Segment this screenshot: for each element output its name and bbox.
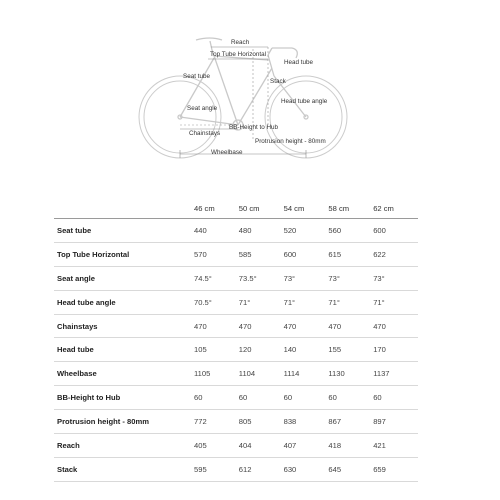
size-header-row <box>54 198 418 219</box>
table-row <box>54 457 418 481</box>
table-cell: 645 <box>328 464 342 474</box>
table-cell: 60 <box>328 393 337 403</box>
size-header: 62 cm <box>373 203 394 213</box>
table-cell: 1114 <box>283 369 300 379</box>
row-label: Stack <box>57 464 78 474</box>
table-cell: 595 <box>194 464 207 474</box>
table-cell: 772 <box>194 417 207 427</box>
stack-label: Stack <box>270 78 286 85</box>
table-cell: 60 <box>238 393 248 403</box>
table-cell: 470 <box>238 321 252 331</box>
table-cell: 1137 <box>373 369 390 379</box>
table-cell: 71° <box>373 297 385 307</box>
table-cell: 600 <box>283 249 297 259</box>
table-cell: 60 <box>373 393 382 403</box>
row-label: Seat angle <box>57 273 95 283</box>
table-cell: 407 <box>283 440 297 450</box>
table-cell: 105 <box>194 345 207 355</box>
row-label: Wheelbase <box>57 369 97 379</box>
table-cell: 470 <box>194 321 207 331</box>
table-cell: 405 <box>194 440 207 450</box>
table-row <box>54 242 418 266</box>
table-cell: 73° <box>328 273 340 283</box>
table-cell: 73° <box>283 273 296 283</box>
head-tube-label: Head tube <box>284 59 314 66</box>
table-cell: 155 <box>328 345 342 355</box>
table-cell: 612 <box>238 464 252 474</box>
table-row <box>54 290 418 314</box>
table-cell: 60 <box>283 393 293 403</box>
chainstays-label: Chainstays <box>189 130 221 137</box>
table-cell: 838 <box>283 417 297 427</box>
size-header: 58 cm <box>328 203 350 213</box>
table-cell: 867 <box>328 417 342 427</box>
bike-geometry-diagram <box>0 0 500 170</box>
table-cell: 73.5° <box>238 273 257 283</box>
seat-angle-label: Seat angle <box>187 105 218 112</box>
table-cell: 480 <box>238 225 252 235</box>
table-cell: 805 <box>238 417 252 427</box>
table-cell: 470 <box>283 321 297 331</box>
table-cell: 71° <box>238 297 251 307</box>
geometry-table-body <box>54 219 418 482</box>
table-cell: 71° <box>283 297 296 307</box>
table-cell: 600 <box>373 225 386 235</box>
table-cell: 659 <box>373 464 386 474</box>
table-row <box>54 338 418 362</box>
protrusion-label: Protrusion height - 80mm <box>255 138 326 145</box>
wheelbase-label: Wheelbase <box>211 149 243 156</box>
table-cell: 570 <box>194 249 207 259</box>
header-spacer <box>54 198 194 219</box>
table-cell: 170 <box>373 345 386 355</box>
row-label: BB-Height to Hub <box>57 393 121 403</box>
table-row <box>54 314 418 338</box>
size-header: 50 cm <box>238 203 260 213</box>
table-cell: 421 <box>373 440 386 450</box>
row-label: Head tube <box>57 345 94 355</box>
table-cell: 1130 <box>328 369 345 379</box>
row-label: Head tube angle <box>57 297 116 307</box>
bb-height-label: BB-Height to Hub <box>229 124 279 131</box>
row-label: Protrusion height - 80mm <box>57 417 149 427</box>
table-row <box>54 266 418 290</box>
table-cell: 440 <box>194 225 207 235</box>
table-row <box>54 362 418 386</box>
size-header: 54 cm <box>283 203 305 213</box>
geometry-table <box>54 198 418 482</box>
table-cell: 70.5° <box>194 297 212 307</box>
row-label: Chainstays <box>57 321 98 331</box>
row-label: Seat tube <box>57 225 92 235</box>
table-cell: 418 <box>328 440 342 450</box>
table-cell: 71° <box>328 297 340 307</box>
table-row <box>54 386 418 410</box>
table-cell: 470 <box>328 321 342 331</box>
row-label: Top Tube Horizontal <box>57 249 130 259</box>
table-cell: 897 <box>373 417 386 427</box>
table-cell: 74.5° <box>194 273 212 283</box>
row-label: Reach <box>57 440 80 450</box>
table-cell: 73° <box>373 273 385 283</box>
top-tube-label: Top Tube Horizontal <box>210 51 267 58</box>
table-cell: 60 <box>194 393 203 403</box>
head-tube-angle-label: Head tube angle <box>281 98 328 105</box>
table-cell: 120 <box>238 345 252 355</box>
table-row <box>54 410 418 434</box>
table-cell: 1104 <box>238 369 256 379</box>
table-cell: 615 <box>328 249 342 259</box>
table-cell: 520 <box>283 225 297 235</box>
table-cell: 622 <box>373 249 386 259</box>
reach-label: Reach <box>231 39 250 46</box>
table-cell: 470 <box>373 321 386 331</box>
table-cell: 1105 <box>194 369 211 379</box>
table-cell: 630 <box>283 464 297 474</box>
table-row <box>54 219 418 243</box>
table-cell: 404 <box>238 440 252 450</box>
table-cell: 585 <box>238 249 252 259</box>
table-cell: 140 <box>283 345 297 355</box>
table-cell: 560 <box>328 225 342 235</box>
seat-tube-label: Seat tube <box>183 73 210 80</box>
table-row <box>54 434 418 458</box>
size-header: 46 cm <box>194 203 215 213</box>
